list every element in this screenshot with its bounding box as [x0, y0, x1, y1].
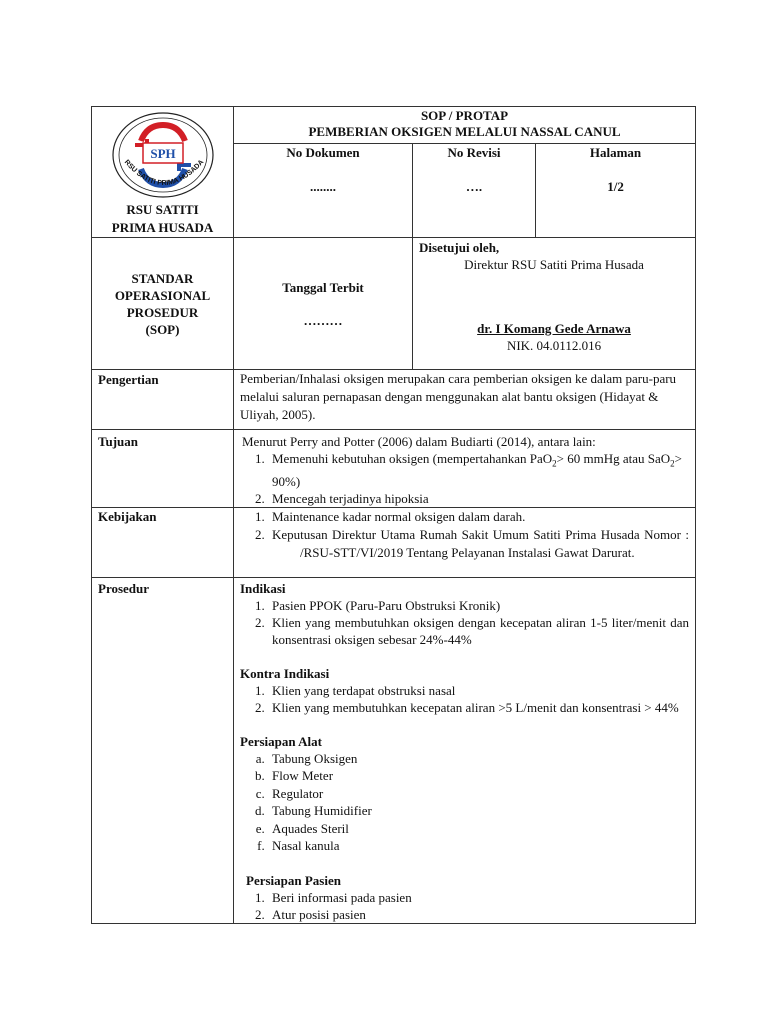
kontra-indikasi-list: [240, 682, 689, 716]
doc-number-label: No Dokumen: [286, 145, 360, 161]
indikasi-list: [240, 597, 689, 648]
sop-table: [91, 106, 696, 924]
list-item: f. Nasal kanula: [268, 837, 689, 855]
approval-cell: [413, 238, 696, 370]
hospital-logo: [111, 111, 215, 199]
list-item: 2. Klien yang membutuhkan kecepatan aliran >5 L/menit dan konsentrasi > 44%: [268, 699, 689, 716]
list-item: 1. Klien yang terdapat obstruksi nasal: [268, 682, 689, 699]
director-title: Direktur RSU Satiti Prima Husada: [464, 257, 644, 272]
svg-text:SPH: SPH: [149, 146, 176, 161]
list-item: 2. Klien yang membutuhkan oksigen dengan kecepatan aliran 1-5 liter/menit dan konsentrasi oksigen sebesar 24%-44%: [268, 614, 689, 648]
approved-by-label: Disetujui oleh,: [419, 240, 500, 255]
page-value: 1/2: [607, 179, 624, 195]
director-name: dr. I Komang Gede Arnawa: [477, 321, 631, 336]
doc-number-cell: [234, 144, 413, 238]
sph-logo-icon: [111, 111, 215, 199]
doc-number-value: ........: [310, 179, 336, 195]
list-item: 1. Pasien PPOK (Paru-Paru Obstruksi Kronik): [268, 597, 689, 614]
page-label: Halaman: [589, 145, 642, 161]
pengertian-label: Pengertian: [92, 370, 234, 430]
persiapan-pasien-list: [240, 889, 689, 923]
tujuan-content: [234, 430, 696, 508]
hospital-name-line2: PRIMA HUSADA: [111, 220, 214, 235]
persiapan-pasien-title: Persiapan Pasien: [246, 872, 341, 888]
sop-document: [91, 106, 695, 924]
list-item: 1. Beri informasi pada pasien: [268, 889, 689, 906]
page-cell: [536, 144, 696, 238]
indikasi-title: Indikasi: [240, 580, 286, 596]
pengertian-text: Pemberian/Inhalasi oksigen merupakan cara pemberian oksigen ke dalam paru-paru melalui saluran pernapasan dengan menggunakan alat bantu oksigen (Hidayat & Uliyah, 2005).: [234, 370, 696, 430]
kebijakan-label: Kebijakan: [92, 507, 234, 577]
kontra-indikasi-title: Kontra Indikasi: [240, 665, 330, 681]
list-item: 2. Mencegah terjadinya hipoksia: [268, 490, 689, 507]
persiapan-alat-title: Persiapan Alat: [240, 733, 322, 749]
list-item: b. Flow Meter: [268, 767, 689, 785]
tujuan-list: [240, 450, 689, 507]
list-item: a. Tabung Oksigen: [268, 750, 689, 768]
list-item: 1. Maintenance kadar normal oksigen dalam darah.: [268, 508, 689, 526]
prosedur-content: [234, 577, 696, 923]
tujuan-intro: Menurut Perry and Potter (2006) dalam Budiarti (2014), antara lain:: [242, 434, 596, 449]
sop-type-label: STANDAR OPERASIONAL PROSEDUR (SOP): [92, 238, 234, 370]
list-item: 1. Memenuhi kebutuhan oksigen (mempertahankan PaO$_2$> 60 mmHg atau SaO$_2$> 90%): [268, 450, 689, 490]
kebijakan-list: [240, 508, 689, 562]
persiapan-alat-list: [240, 750, 689, 855]
revision-label: No Revisi: [447, 145, 501, 161]
list-item: 2. Atur posisi pasien: [268, 906, 689, 923]
tujuan-label: Tujuan: [92, 430, 234, 508]
prosedur-label: Prosedur: [92, 577, 234, 923]
list-item: d. Tabung Humidifier: [268, 802, 689, 820]
revision-cell: [413, 144, 536, 238]
list-item: 2. Keputusan Direktur Utama Rumah Sakit Umum Satiti Prima Husada Nomor :/RSU-STT/VI/2019 Tentang Pelayanan Instalasi Gawat Darurat.: [268, 526, 689, 562]
list-item: c. Regulator: [268, 785, 689, 803]
director-nik: NIK. 04.0112.016: [506, 338, 602, 353]
hospital-name-line1: RSU SATITI: [126, 202, 199, 217]
issue-date-label: Tanggal Terbit: [282, 279, 364, 295]
issue-date-cell: [234, 238, 413, 370]
revision-value: ….: [465, 179, 483, 195]
hospital-identity: [92, 107, 234, 238]
kebijakan-content: [234, 507, 696, 577]
list-item: e. Aquades Steril: [268, 820, 689, 838]
svg-text:RSU SATITI PRIMA HUSADA: RSU SATITI PRIMA HUSADA: [122, 158, 205, 188]
sop-title: SOP / PROTAP PEMBERIAN OKSIGEN MELALUI NASSAL CANUL: [234, 107, 696, 144]
issue-date-value: ………: [303, 312, 343, 328]
